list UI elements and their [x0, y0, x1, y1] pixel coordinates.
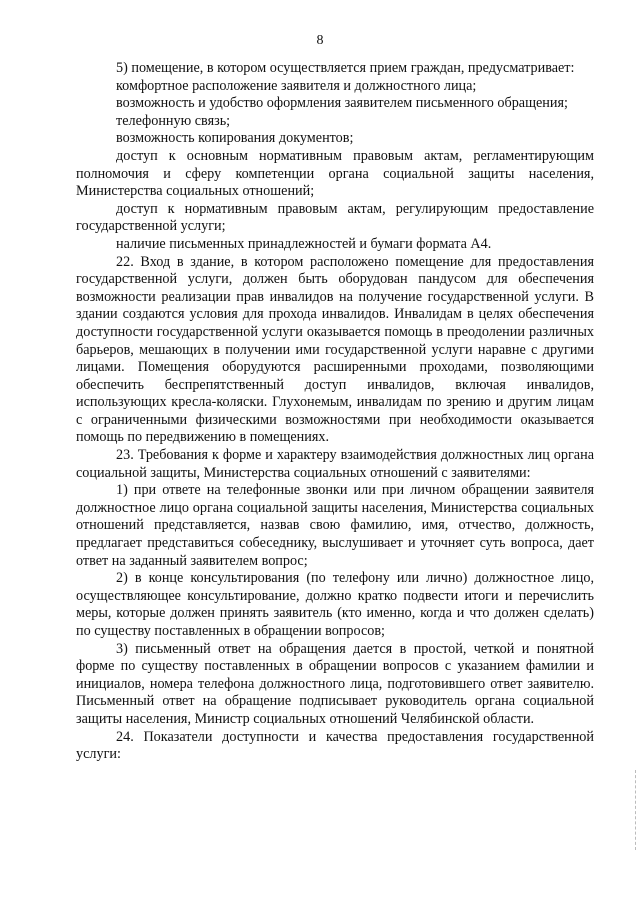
paragraph-phone: телефонную связь;: [116, 112, 231, 129]
paragraph-23-1-phone-answer: 1) при ответе на телефонные звонки или при личном обращении заявителя должностное лицо органа социальной защиты населения, Министерства социальных отношений представляется, назвав свою фамилию, имя, отчество, должность, предлагает представиться собеседнику, выслушивает и уточняет суть вопроса, дает ответ на заданный заявителем вопрос;: [76, 482, 594, 569]
paragraph-copying: возможность копирования документов;: [116, 130, 354, 147]
paragraph-23-2-consultation-end: 2) в конце консультирования (по телефону или лично) должностное лицо, осуществляющее консультирование, должно кратко подвести итоги и перечислить меры, которые должен принять заявитель (кто именно, когда и что должен сделать) по существу поставленных в обращении вопросов;: [76, 570, 594, 639]
document-body: [76, 60, 594, 764]
paragraph-23-3-written-answer: 3) письменный ответ на обращения дается в простой, четкой и понятной форме по существу поставленных в обращении вопросов с указанием фамилии и инициалов, номера телефона должностного лица, подготовившего ответ заявителю. Письменный ответ на обращение подписывает руководитель органа социальной защиты населения, Министр социальных отношений Челябинской области.: [76, 640, 594, 727]
paragraph-writing: возможность и удобство оформления заявителем письменного обращения;: [116, 95, 568, 112]
paragraph-22-entrance: 22. Вход в здание, в котором расположено помещение для предоставления государственной услуги, должен быть оборудован пандусом для обеспечения возможности реализации прав инвалидов на получение государственной услуги. В здании создаются условия для прохода инвалидов. Инвалидам в целях обеспечения доступности государственной услуги оказывается помощь в преодолении различных барьеров, мешающих в получении ими государственной услуги наравне с другими лицами. Помещения оборудуются расширенными проходами, позволяющими обеспечить беспрепятственный доступ инвалидов, включая инвалидов, использующих кресла-коляски. Глухонемым, инвалидам по зрению и другим лицам с ограниченными физическими возможностями при необходимости оказывается помощь по передвижению в помещениях.: [76, 253, 594, 446]
page-number: 8: [316, 33, 324, 48]
paragraph-24-indicators: 24. Показатели доступности и качества предоставления государственной услуги:: [76, 728, 594, 763]
paragraph-23-requirements: 23. Требования к форме и характеру взаимодействия должностных лиц органа социальной защиты, Министерства социальных отношений с заявителями:: [76, 447, 594, 481]
paragraph-comfort: комфортное расположение заявителя и должностного лица;: [116, 77, 477, 94]
scan-edge-marks: [635, 770, 638, 850]
paragraph-premises: 5) помещение, в котором осуществляется прием граждан, предусматривает:: [116, 60, 575, 76]
paragraph-legal-acts-service: доступ к нормативным правовым актам, регулирующим предоставление государственной услуги;: [76, 200, 594, 235]
paragraph-stationery: наличие письменных принадлежностей и бумаги формата А4.: [116, 235, 492, 252]
paragraph-legal-acts-main: доступ к основным нормативным правовым актам, регламентирующим полномочия и сферу компетенции органа социальной защиты населения, Министерства социальных отношений;: [76, 147, 594, 200]
